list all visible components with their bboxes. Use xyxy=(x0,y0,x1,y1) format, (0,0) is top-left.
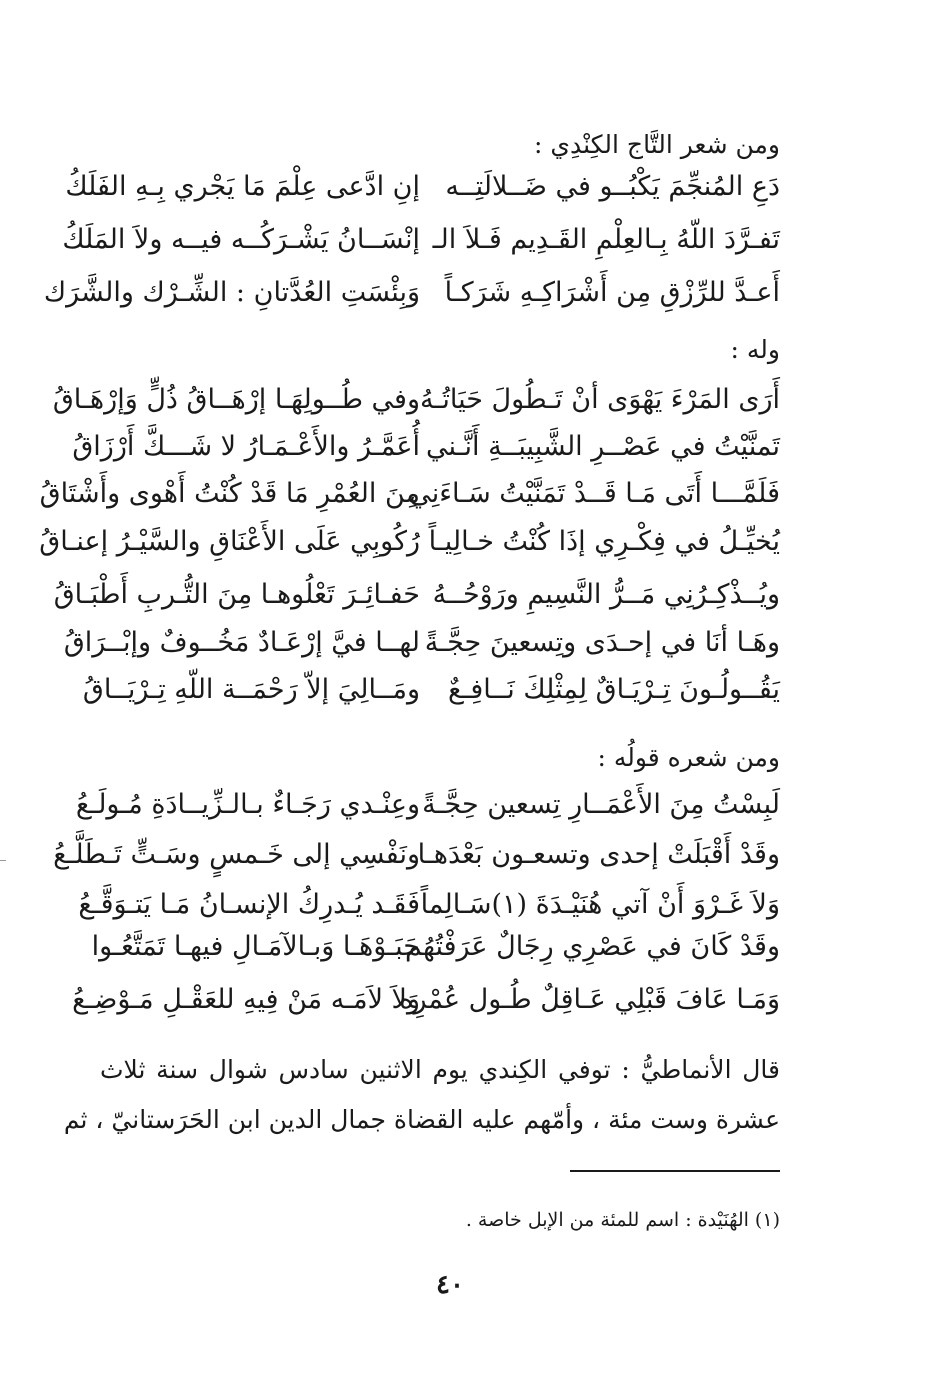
verse-second-hemistich: حَبَـوْهَـا وَبـالآمَـالِ فيهـا تَمَتَّعُـوا xyxy=(91,931,420,962)
verse-first-hemistich: يَقُــولُـونَ تِـرْيَـاقٌ لِمِثْلِكَ نَــافِـعٌ xyxy=(448,674,780,705)
verse-row xyxy=(75,780,780,830)
footnote: (١) الهُنَيْدة : اسم للمئة من الإبل خاصة . xyxy=(465,1209,780,1231)
verse-first-hemistich: أَعـدَّ للرِّزْقِ مِن أَشْرَاكِـهِ شَرَكـاً xyxy=(444,277,780,308)
verse-first-hemistich: وقَدْ أَقْبَلَتْ إحدى وتسعـون بَعْدَهـا xyxy=(417,839,780,870)
verse-second-hemistich: وفي طُــولِهَـا إرْهَــاقُ ذُلٍّ وَإرْهَـاقُ xyxy=(52,384,420,415)
verse-first-hemistich: وَلاَ غَـرْوَ أَنْ آتي هُنَيْـدَةَ (١)سَـالِماً xyxy=(420,889,780,920)
verse-first-hemistich: وقَدْ كَانَ في عَصْرِي رِجَالٌ عَرَفْتُهُم xyxy=(405,931,780,962)
verse-first-hemistich: تَفـرَّدَ اللّهُ بِـالعِلْمِ القَـدِيم فَـلاَ الـ xyxy=(432,224,780,255)
verse-row xyxy=(53,830,780,880)
section-heading-wa-lahu: وله : xyxy=(730,335,780,364)
verse-first-hemistich: وَمَـا عَافَ قَبْلِي عَـاقِلٌ طُـول عُمْرِه xyxy=(399,984,780,1015)
verse-second-hemistich: مِنَ العُمْرِ مَا قَدْ كُنْتُ أَهْوى وأَشْتَاقُ xyxy=(39,478,420,509)
prose-line: قال الأنماطيُّ : توفي الكِندي يوم الاثنين سادس شوال سنة ثلاث xyxy=(100,1055,780,1084)
verse-row xyxy=(62,215,780,265)
verse-second-hemistich: إنِ ادَّعى عِلْمَ مَا يَجْري بِـهِ الفَلَكُ xyxy=(65,171,420,202)
verse-second-hemistich: وعِنْـدي رَجَـاءٌ بـالـزِّيــادَةِ مُـولَـعُ xyxy=(75,789,420,820)
verse-row xyxy=(91,922,780,972)
verse-second-hemistich: وَبِئْسَتِ العُدَّتانِ : الشِّـرْك والشَّرَك xyxy=(43,277,420,308)
verse-second-hemistich: أُعَمَّـرُ والأَعْـمَـارُ لا شَـــكَّ أَرْزَاقُ xyxy=(72,431,420,462)
verse-row xyxy=(72,422,780,472)
verse-second-hemistich: رُكُوبِي عَلَى الأَعْنَاقِ والسَّيْـرُ إعنـاقُ xyxy=(39,526,420,557)
verse-first-hemistich: وهَـا أنَا في إحـدَى وتِسعينَ حِجَّـةً xyxy=(424,627,780,658)
verse-first-hemistich: فَلَمَّـــا أَتَى مَـا قَــدْ تَمَنَّيْتُ سَـاءَنِي xyxy=(409,478,780,509)
prose-line: عشرة وست مئة ، وأمّهم عليه القضاة جمال الدين ابن الحَرَستانيّ ، ثم xyxy=(63,1105,780,1134)
verse-second-hemistich: ونَفْسِي إلى خَـمسٍ وسَـتٍّ تَـطَلَّـعُ xyxy=(53,839,420,870)
verse-second-hemistich: إنْسَــانُ يَشْـرَكُــه فيــه ولاَ المَلَكُ xyxy=(62,224,420,255)
verse-first-hemistich: تَمنَّيْتُ في عَصْــرِ الشَّبِيبَــةِ أَنَّـني xyxy=(425,431,780,462)
verse-row xyxy=(39,517,780,567)
verse-row xyxy=(43,268,780,318)
verse-row xyxy=(52,375,780,425)
verse-first-hemistich: لَبِسْتُ مِنَ الأَعْمَــارِ تِسعين حِجَّـةً xyxy=(422,789,780,820)
verse-row xyxy=(53,570,780,620)
verse-first-hemistich: دَعِ المُنجِّمَ يَكْبُــو في ضَــلالَتِــه xyxy=(445,171,780,202)
verse-row xyxy=(82,665,780,715)
verse-first-hemistich: أَرَى المَرْءَ يَهْوَى أنْ تَـطُولَ حَيَاتُـهُ xyxy=(420,384,780,415)
verse-row xyxy=(63,618,780,668)
footnote-divider xyxy=(570,1170,780,1172)
verse-first-hemistich: يُخيِّـلُ في فِكْـرِي إذَا كُنْتُ خـالِيـاً xyxy=(428,526,780,557)
verse-second-hemistich: ومَــالِيَ إلاّ رَحْمَــة اللّهِ تِـرْيَــاقُ xyxy=(82,674,420,705)
verse-row xyxy=(39,469,780,519)
section-heading-min-shirihi: ومن شعره قولُه : xyxy=(597,743,780,772)
verse-row xyxy=(72,975,780,1025)
verse-second-hemistich: لهــا فيَّ إرْعَـادٌ مَخُــوفٌ وإبْــرَاقُ xyxy=(63,627,420,658)
verse-second-hemistich: حَفـائِـرَ تَعْلُوهـا مِنَ التُّـربِ أَطْبَـاقُ xyxy=(53,579,420,610)
verse-first-hemistich: ويُــذْكِـرُنِي مَــرُّ النَّسِيمِ ورَوْحُــهُ xyxy=(432,579,780,610)
verse-row xyxy=(65,162,780,212)
margin-mark xyxy=(0,860,6,861)
verse-second-hemistich: فَقَـد يُـدرِكُ الإنسـانُ مَـا يَتـوَقَّـعُ xyxy=(78,889,420,920)
section-heading-taj-alkindi: ومن شعر التَّاج الكِنْدِي : xyxy=(534,130,780,159)
verse-second-hemistich: وَلاَ لاَمَـه مَنْ فِيهِ للعَقْـلِ مَـوْضِـعُ xyxy=(72,984,420,1015)
page-number: ٤٠ xyxy=(436,1270,464,1300)
